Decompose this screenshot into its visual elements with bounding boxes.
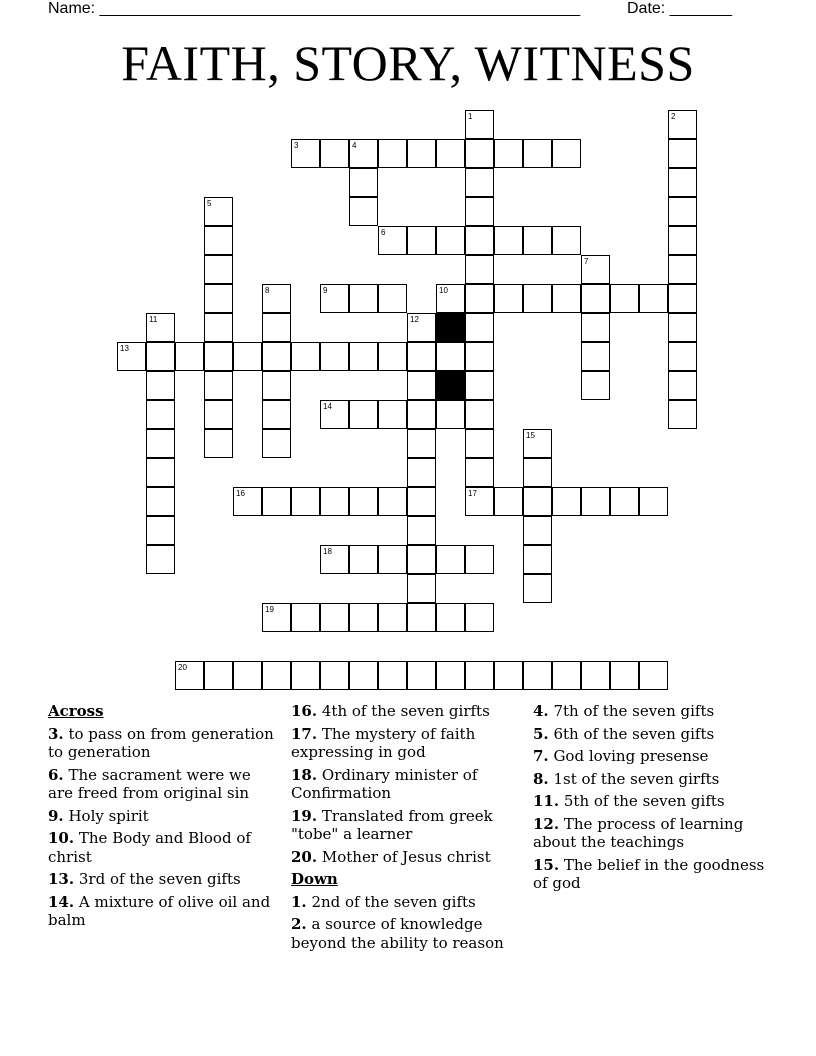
clue-column-1 <box>48 702 280 934</box>
clue-down-2: 2. a source of knowledge beyond the ability to reason <box>291 915 504 952</box>
grid-cell[interactable] <box>465 168 494 197</box>
grid-cell[interactable] <box>465 400 494 429</box>
clue-number: 4 <box>352 141 357 150</box>
clue-number: 6 <box>381 228 386 237</box>
grid-cell[interactable] <box>494 661 523 690</box>
grid-cell[interactable] <box>436 603 465 632</box>
grid-cell[interactable] <box>407 545 436 574</box>
grid-cell[interactable] <box>552 487 581 516</box>
clue-across-14: 14. A mixture of olive oil and balm <box>48 892 271 929</box>
grid-cell[interactable] <box>204 197 233 226</box>
date-field[interactable]: Date: _______ <box>627 0 732 17</box>
grid-cell[interactable] <box>320 342 349 371</box>
grid-cell[interactable] <box>523 487 552 516</box>
grid-cell[interactable] <box>436 342 465 371</box>
grid-cell[interactable] <box>523 516 552 545</box>
grid-cell[interactable] <box>465 429 494 458</box>
grid-cell[interactable] <box>291 603 320 632</box>
clue-number: 7 <box>584 257 589 266</box>
grid-cell[interactable] <box>175 342 204 371</box>
grid-cell[interactable] <box>668 255 697 284</box>
down-heading: Down <box>291 870 338 888</box>
page-title: FAITH, STORY, WITNESS <box>121 35 695 91</box>
grid-cell[interactable] <box>233 661 262 690</box>
grid-cell[interactable] <box>407 226 436 255</box>
clue-column-3 <box>533 702 773 897</box>
grid-cell[interactable] <box>320 661 349 690</box>
grid-cell[interactable] <box>262 371 291 400</box>
grid-cell[interactable] <box>668 342 697 371</box>
clue-down-8: 8. 1st of the seven girfts <box>533 769 720 788</box>
grid-cell[interactable] <box>668 313 697 342</box>
clue-across-16: 16. 4th of the seven girfts <box>291 702 490 720</box>
grid-cell[interactable] <box>320 284 349 313</box>
clue-number: 9 <box>323 286 328 295</box>
clue-number: 3 <box>294 141 299 150</box>
grid-cell[interactable] <box>581 342 610 371</box>
grid-cell[interactable] <box>581 371 610 400</box>
clue-across-10: 10. The Body and Blood of christ <box>48 829 251 866</box>
grid-cell[interactable] <box>204 371 233 400</box>
grid-cell[interactable] <box>465 661 494 690</box>
grid-cell[interactable] <box>291 342 320 371</box>
grid-cell[interactable] <box>668 110 697 139</box>
clue-across-13: 13. 3rd of the seven gifts <box>48 870 241 888</box>
grid-cell[interactable] <box>233 342 262 371</box>
grid-cell[interactable] <box>465 139 494 168</box>
grid-cell[interactable] <box>581 313 610 342</box>
grid-cell[interactable] <box>407 661 436 690</box>
clue-across-3: 3. to pass on from generation to generation <box>48 724 274 761</box>
grid-cell[interactable] <box>349 342 378 371</box>
grid-cell[interactable] <box>465 255 494 284</box>
grid-cell[interactable] <box>204 284 233 313</box>
grid-cell[interactable] <box>407 458 436 487</box>
grid-cell[interactable] <box>407 342 436 371</box>
clue-number: 20 <box>178 663 187 672</box>
grid-cell[interactable] <box>436 226 465 255</box>
grid-cell[interactable] <box>349 400 378 429</box>
across-heading: Across <box>48 702 104 720</box>
grid-cell[interactable] <box>639 661 668 690</box>
grid-cell[interactable] <box>407 487 436 516</box>
black-cell <box>436 371 465 400</box>
grid-cell[interactable] <box>204 400 233 429</box>
grid-cell[interactable] <box>639 284 668 313</box>
grid-cell[interactable] <box>465 226 494 255</box>
grid-cell[interactable] <box>465 458 494 487</box>
grid-cell[interactable] <box>552 139 581 168</box>
grid-cell[interactable] <box>349 139 378 168</box>
clue-number: 16 <box>236 489 245 498</box>
clue-across-18: 18. Ordinary minister of Confirmation <box>291 765 478 802</box>
grid-cell[interactable] <box>204 255 233 284</box>
grid-cell[interactable] <box>552 284 581 313</box>
grid-cell[interactable] <box>581 255 610 284</box>
grid-cell[interactable] <box>465 313 494 342</box>
grid-cell[interactable] <box>407 400 436 429</box>
grid-cell[interactable] <box>349 661 378 690</box>
grid-cell[interactable] <box>233 487 262 516</box>
grid-cell[interactable] <box>610 661 639 690</box>
grid-cell[interactable] <box>407 429 436 458</box>
grid-cell[interactable] <box>494 139 523 168</box>
grid-cell[interactable] <box>436 284 465 313</box>
grid-cell[interactable] <box>436 661 465 690</box>
clue-down-15: 15. The belief in the goodness of god <box>533 855 765 892</box>
grid-cell[interactable] <box>204 661 233 690</box>
grid-cell[interactable] <box>320 400 349 429</box>
grid-cell[interactable] <box>494 487 523 516</box>
grid-cell[interactable] <box>146 429 175 458</box>
grid-cell[interactable] <box>146 400 175 429</box>
grid-cell[interactable] <box>668 284 697 313</box>
grid-cell[interactable] <box>581 661 610 690</box>
grid-cell[interactable] <box>262 284 291 313</box>
grid-cell[interactable] <box>320 603 349 632</box>
clue-number: 1 <box>468 112 473 121</box>
grid-cell[interactable] <box>291 139 320 168</box>
grid-cell[interactable] <box>204 226 233 255</box>
grid-cell[interactable] <box>291 487 320 516</box>
grid-cell[interactable] <box>291 661 320 690</box>
name-field[interactable]: Name: ______________________________________________________ <box>48 0 581 17</box>
grid-cell[interactable] <box>523 284 552 313</box>
grid-cell[interactable] <box>436 139 465 168</box>
grid-cell[interactable] <box>668 139 697 168</box>
clue-across-17: 17. The mystery of faith expressing in god <box>291 724 476 761</box>
black-cell <box>436 313 465 342</box>
grid-cell[interactable] <box>204 313 233 342</box>
grid-cell[interactable] <box>668 168 697 197</box>
grid-cell[interactable] <box>378 487 407 516</box>
clue-down-12: 12. The process of learning about the teachings <box>533 814 744 851</box>
grid-cell[interactable] <box>349 487 378 516</box>
grid-cell[interactable] <box>378 139 407 168</box>
grid-cell[interactable] <box>523 139 552 168</box>
clue-across-9: 9. Holy spirit <box>48 806 149 825</box>
grid-cell[interactable] <box>465 110 494 139</box>
grid-cell[interactable] <box>407 574 436 603</box>
clue-number: 15 <box>526 431 535 440</box>
grid-cell[interactable] <box>378 226 407 255</box>
grid-cell[interactable] <box>262 429 291 458</box>
grid-cell[interactable] <box>117 342 146 371</box>
clue-across-19: 19. Translated from greek "tobe" a learner <box>291 806 493 843</box>
grid-cell[interactable] <box>668 400 697 429</box>
grid-cell[interactable] <box>523 226 552 255</box>
grid-cell[interactable] <box>668 226 697 255</box>
grid-cell[interactable] <box>610 284 639 313</box>
clue-down-1: 1. 2nd of the seven gifts <box>291 892 476 911</box>
grid-cell[interactable] <box>146 313 175 342</box>
grid-cell[interactable] <box>320 487 349 516</box>
clue-down-7: 7. God loving presense <box>533 747 709 765</box>
grid-cell[interactable] <box>523 574 552 603</box>
grid-cell[interactable] <box>436 545 465 574</box>
grid-cell[interactable] <box>465 487 494 516</box>
grid-cell[interactable] <box>146 487 175 516</box>
grid-cell[interactable] <box>349 168 378 197</box>
grid-cell[interactable] <box>262 603 291 632</box>
grid-cell[interactable] <box>146 371 175 400</box>
grid-cell[interactable] <box>523 458 552 487</box>
clue-number: 13 <box>120 344 129 353</box>
clue-number: 14 <box>323 402 332 411</box>
grid-cell[interactable] <box>262 400 291 429</box>
grid-cell[interactable] <box>146 458 175 487</box>
grid-cell[interactable] <box>320 545 349 574</box>
grid-cell[interactable] <box>146 342 175 371</box>
clue-number: 5 <box>207 199 212 208</box>
grid-cell[interactable] <box>378 342 407 371</box>
grid-cell[interactable] <box>610 487 639 516</box>
grid-cell[interactable] <box>349 603 378 632</box>
grid-cell[interactable] <box>262 487 291 516</box>
grid-cell[interactable] <box>204 429 233 458</box>
grid-cell[interactable] <box>262 313 291 342</box>
grid-cell[interactable] <box>204 342 233 371</box>
grid-cell[interactable] <box>552 226 581 255</box>
grid-cell[interactable] <box>146 516 175 545</box>
grid-cell[interactable] <box>407 371 436 400</box>
grid-cell[interactable] <box>349 545 378 574</box>
grid-cell[interactable] <box>668 371 697 400</box>
clue-number: 19 <box>265 605 274 614</box>
grid-cell[interactable] <box>262 342 291 371</box>
grid-cell[interactable] <box>378 284 407 313</box>
grid-cell[interactable] <box>378 603 407 632</box>
clue-across-20: 20. Mother of Jesus christ <box>291 847 491 866</box>
grid-cell[interactable] <box>262 661 291 690</box>
grid-cell[interactable] <box>407 516 436 545</box>
grid-cell[interactable] <box>378 661 407 690</box>
grid-cell[interactable] <box>523 661 552 690</box>
grid-cell[interactable] <box>146 545 175 574</box>
clue-number: 12 <box>410 315 419 324</box>
clue-number: 18 <box>323 547 332 556</box>
clue-down-5: 5. 6th of the seven gifts <box>533 724 715 743</box>
grid-cell[interactable] <box>581 284 610 313</box>
grid-cell[interactable] <box>465 371 494 400</box>
clue-across-6: 6. The sacrament were we are freed from original sin <box>48 765 251 802</box>
clue-number: 17 <box>468 489 477 498</box>
grid-cell[interactable] <box>320 139 349 168</box>
grid-cell[interactable] <box>465 545 494 574</box>
grid-cell[interactable] <box>494 284 523 313</box>
grid-cell[interactable] <box>552 661 581 690</box>
grid-cell[interactable] <box>494 226 523 255</box>
grid-cell[interactable] <box>378 400 407 429</box>
grid-cell[interactable] <box>465 284 494 313</box>
grid-cell[interactable] <box>523 429 552 458</box>
grid-cell[interactable] <box>349 197 378 226</box>
clue-number: 2 <box>671 112 676 121</box>
grid-cell[interactable] <box>465 342 494 371</box>
grid-cell[interactable] <box>639 487 668 516</box>
grid-cell[interactable] <box>465 197 494 226</box>
grid-cell[interactable] <box>436 400 465 429</box>
grid-cell[interactable] <box>349 284 378 313</box>
clue-number: 8 <box>265 286 270 295</box>
clue-number: 11 <box>149 315 158 324</box>
grid-cell[interactable] <box>407 139 436 168</box>
grid-cell[interactable] <box>407 313 436 342</box>
clue-column-2 <box>291 702 526 956</box>
grid-cell[interactable] <box>175 661 204 690</box>
grid-cell[interactable] <box>668 197 697 226</box>
clue-down-4: 4. 7th of the seven gifts <box>533 702 715 720</box>
clue-down-11: 11. 5th of the seven gifts <box>533 792 725 810</box>
clue-number: 10 <box>439 286 448 295</box>
grid-cell[interactable] <box>378 545 407 574</box>
grid-cell[interactable] <box>407 603 436 632</box>
grid-cell[interactable] <box>465 603 494 632</box>
grid-cell[interactable] <box>523 545 552 574</box>
grid-cell[interactable] <box>581 487 610 516</box>
